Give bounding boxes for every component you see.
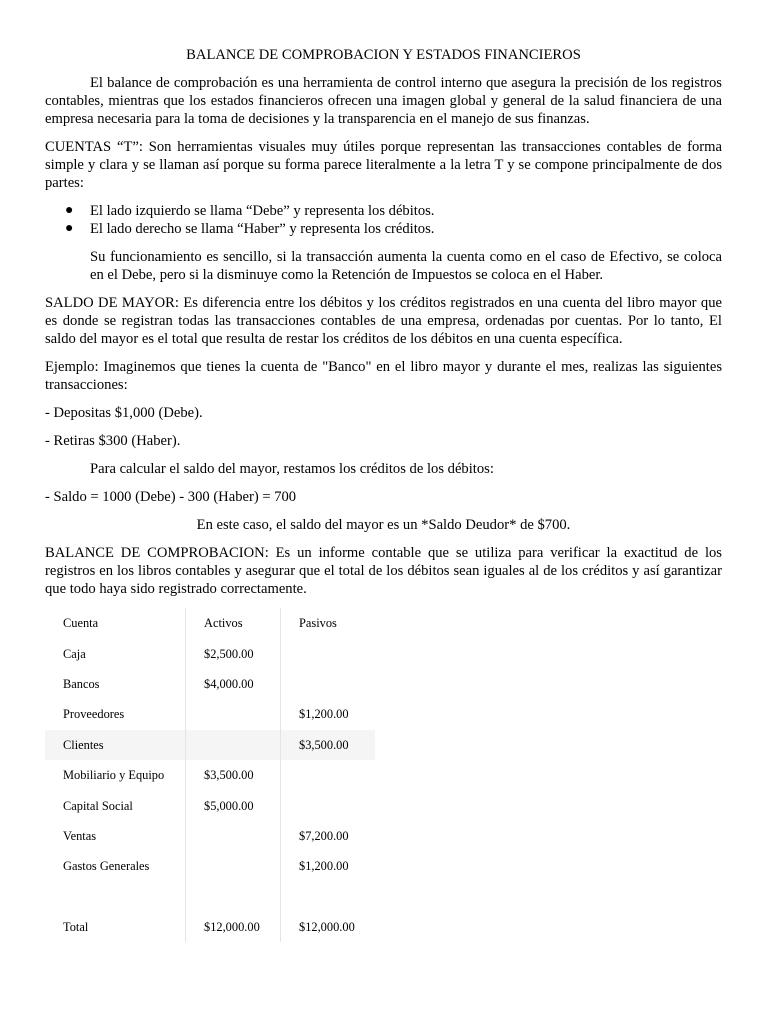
table-cell: $12,000.00 — [281, 912, 376, 942]
table-cell — [186, 821, 281, 851]
table-cell: Mobiliario y Equipo — [63, 768, 165, 783]
table-cell — [281, 638, 376, 668]
intro-paragraph: El balance de comprobación es una herramienta de control interno que asegura la precisión de los registros contables, mientras que los estados financieros ofrecen una imagen global y general de la salud financiera de una empresa necesaria para la toma de decisiones y la transparencia en el manejo de sus finanzas. — [45, 75, 722, 127]
table-row — [45, 669, 375, 699]
retiro-line: - Retiras $300 (Haber). — [45, 433, 181, 449]
debe-haber-list — [45, 202, 722, 238]
table-row — [45, 699, 375, 729]
table-cell: $2,500.00 — [186, 638, 281, 668]
cuentas-t-paragraph: CUENTAS “T”: Son herramientas visuales muy útiles porque representan las transacciones contables de forma simple y clara y se llaman así porque su forma parece literalmente a la letra T y se compone principalmente de dos partes: — [45, 139, 722, 191]
table-cell — [186, 699, 281, 729]
list-item — [45, 202, 722, 220]
table-cell: Proveedores — [63, 707, 125, 722]
balance-table — [45, 608, 375, 942]
list-item-text: El lado derecho se llama “Haber” y representa los créditos. — [90, 221, 435, 237]
table-cell: Ventas — [63, 828, 97, 843]
table-cell — [281, 760, 376, 790]
table-cell: Gastos Generales — [63, 859, 150, 874]
funcionamiento-paragraph: Su funcionamiento es sencillo, si la transacción aumenta la cuenta como en el caso de Efectivo, se coloca en el Debe, pero si la disminuye como la Retención de Impuestos se coloca en el Haber. — [90, 249, 722, 283]
table-total-row — [45, 912, 375, 942]
table-cell — [281, 790, 376, 820]
table-cell: Caja — [63, 646, 86, 661]
table-cell: $1,200.00 — [281, 851, 376, 881]
saldo-formula-line: - Saldo = 1000 (Debe) - 300 (Haber) = 700 — [45, 489, 297, 505]
ejemplo-paragraph: Ejemplo: Imaginemos que tienes la cuenta de "Banco" en el libro mayor y durante el mes, realizas las siguientes transacciones: — [45, 359, 722, 393]
list-item — [45, 220, 722, 238]
table-cell: $3,500.00 — [186, 760, 281, 790]
table-cell: $1,200.00 — [281, 699, 376, 729]
document-title: BALANCE DE COMPROBACION Y ESTADOS FINANCIEROS — [186, 47, 581, 63]
table-cell — [45, 882, 186, 912]
table-row — [45, 882, 375, 912]
table-cell: Capital Social — [63, 798, 133, 813]
bullet-icon: ● — [65, 221, 74, 236]
table-cell — [186, 730, 281, 760]
table-row — [45, 851, 375, 881]
table-cell — [186, 851, 281, 881]
table-row — [45, 760, 375, 790]
table-header-row — [45, 608, 375, 638]
table-cell — [186, 882, 281, 912]
table-row — [45, 821, 375, 851]
table-row — [45, 638, 375, 668]
table-cell: $12,000.00 — [186, 912, 281, 942]
bullet-icon: ● — [65, 203, 74, 218]
table-cell: $7,200.00 — [281, 821, 376, 851]
table-row — [45, 730, 375, 760]
table-header-cell: Pasivos — [281, 608, 376, 638]
table-cell — [281, 882, 376, 912]
saldo-deudor-line: En este caso, el saldo del mayor es un *Saldo Deudor* de $700. — [196, 517, 571, 533]
document-page — [45, 46, 722, 942]
deposito-line: - Depositas $1,000 (Debe). — [45, 405, 203, 421]
table-cell: $5,000.00 — [186, 790, 281, 820]
table-header-cell: Cuenta — [63, 616, 99, 631]
table-cell — [281, 669, 376, 699]
balance-comprobacion-paragraph: BALANCE DE COMPROBACION: Es un informe contable que se utiliza para verificar la exactitud de los registros en los libros contables y asegurar que el total de los débitos sean iguales al de los créditos y así garantizar que todo haya sido registrado correctamente. — [45, 545, 722, 597]
table-cell: Clientes — [45, 730, 186, 760]
list-item-text: El lado izquierdo se llama “Debe” y representa los débitos. — [90, 203, 435, 219]
table-cell: $4,000.00 — [186, 669, 281, 699]
table-row — [45, 790, 375, 820]
table-cell: Bancos — [63, 676, 100, 691]
table-header-cell: Activos — [186, 608, 281, 638]
table-cell: $3,500.00 — [281, 730, 376, 760]
saldo-mayor-paragraph: SALDO DE MAYOR: Es diferencia entre los débitos y los créditos registrados en una cuenta del libro mayor que es donde se registran todas las transacciones contables de una empresa, ordenadas por cuentas. Por lo tanto, El saldo del mayor es el total que resulta de restar los créditos de los débitos en una cuenta específica. — [45, 295, 722, 347]
table-cell: Total — [63, 920, 89, 935]
calcular-line: Para calcular el saldo del mayor, restamos los créditos de los débitos: — [90, 461, 494, 477]
